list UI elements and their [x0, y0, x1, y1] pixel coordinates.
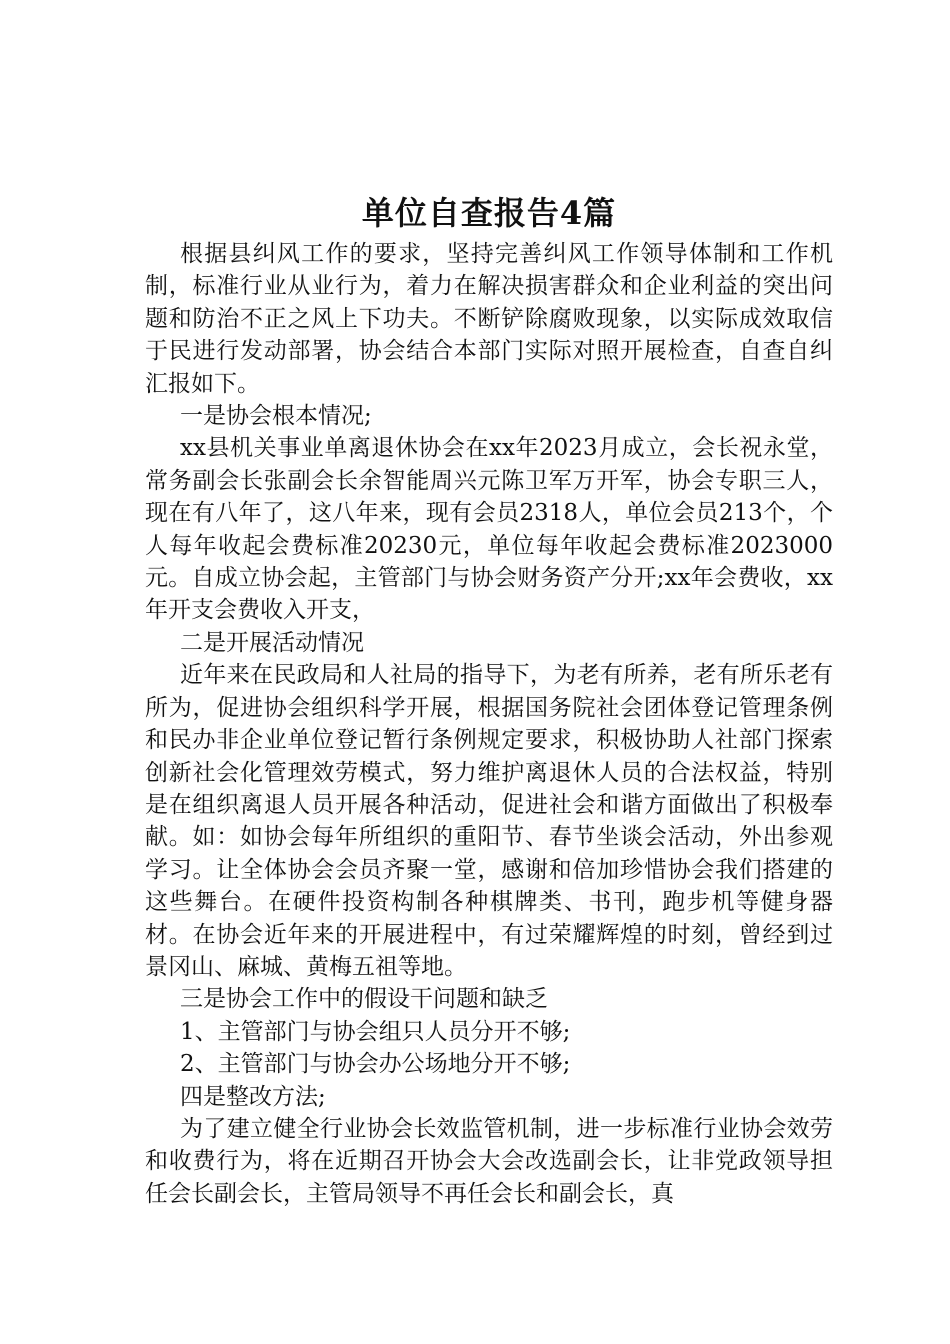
document-title: 单位自查报告4篇 [361, 194, 617, 232]
paragraph-activities: 近年来在民政局和人社局的指导下，为老有所养，老有所乐老有所为，促进协会组织科学开展，根据国务院社会团体登记管理条例和民办非企业单位登记暂行条例规定要求，积极协助人社部门探索创新社会化管理效劳模式，努力维护离退休人员的合法权益，特别是在组织离退人员开展各种活动，促进社会和谐方面做出了积极奉献。如：如协会每年所组织的重阳节、春节坐谈会活动，外出参观学习。让全体协会会员齐聚一堂，感谢和倍加珍惜协会我们搭建的这些舞台。在硬件投资构制各种棋牌类、书刊，跑步机等健身器材。在协会近年来的开展进程中，有过荣耀辉煌的时刻，曾经到过景冈山、麻城、黄梅五祖等地。 [145, 662, 833, 980]
paragraph-basic-situation: xx县机关事业单离退休协会在xx年2023月成立，会长祝永堂，常务副会长张副会长余智能周兴元陈卫军万开军，协会专职三人，现在有八年了，这八年来，现有会员2318人，单位会员213个，个人每年收起会费标准20230元，单位每年收起会费标准2023000元。自成立协会起，主管部门与协会财务资产分开;xx年会费收，xx年开支会费收入开支， [145, 435, 833, 624]
document-body [145, 188, 833, 1210]
section-heading-activities: 二是开展活动情况 [180, 629, 364, 656]
section-heading-basic-situation: 一是协会根本情况; [180, 403, 372, 430]
problem-item-1: 1、主管部门与协会组只人员分开不够; [180, 1018, 571, 1045]
section-heading-rectification: 四是整改方法; [180, 1083, 326, 1110]
problem-item-2: 2、主管部门与协会办公场地分开不够; [180, 1051, 571, 1078]
section-heading-problems: 三是协会工作中的假设干问题和缺乏 [180, 986, 548, 1013]
paragraph-rectification: 为了建立健全行业协会长效监管机制，进一步标准行业协会效劳和收费行为，将在近期召开协会大会改选副会长，让非党政领导担任会长副会长，主管局领导不再任会长和副会长，真 [145, 1115, 833, 1207]
paragraph-intro: 根据县纠风工作的要求，坚持完善纠风工作领导体制和工作机制，标准行业从业行为，着力在解决损害群众和企业利益的突出问题和防治不正之风上下功夫。不断铲除腐败现象，以实际成效取信于民进行发动部署，协会结合本部门实际对照开展检查，自查自纠汇报如下。 [145, 241, 833, 397]
